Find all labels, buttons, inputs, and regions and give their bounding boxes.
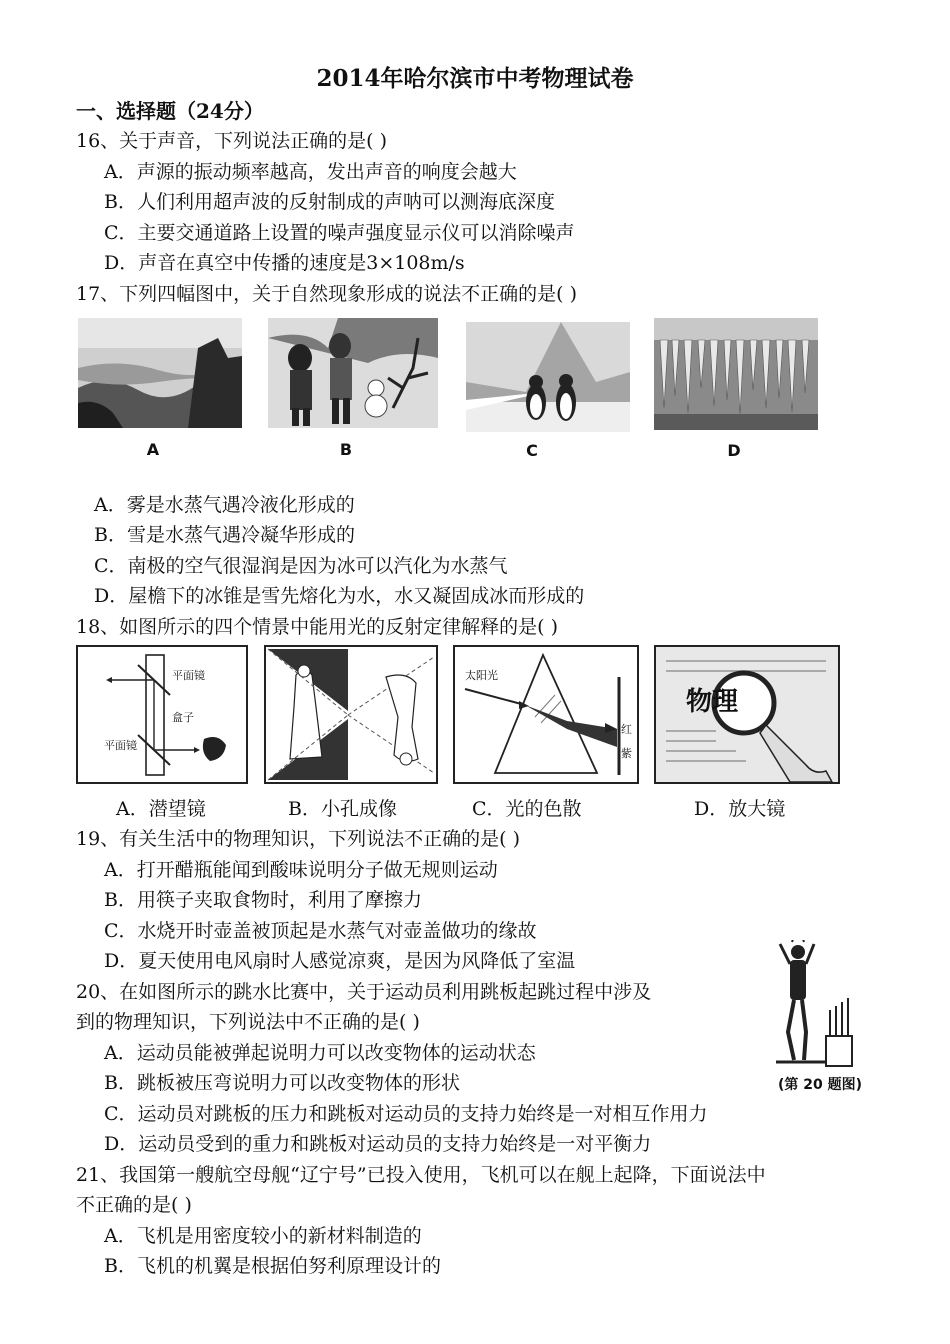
q18-label-sunlight: 太阳光 <box>465 669 498 682</box>
q17-option-b: B．雪是水蒸气遇冷凝华形成的 <box>94 524 355 546</box>
q21-stem-line1: 21、我国第一艘航空母舰“辽宁号”已投入使用，飞机可以在舰上起降，下面说法中 <box>76 1164 766 1186</box>
q18-figure-magnifier <box>654 645 840 784</box>
q20-option-a: A．运动员能被弹起说明力可以改变物体的运动状态 <box>104 1042 536 1064</box>
q20-figure-caption: (第 20 题图) <box>778 1077 863 1093</box>
q16-stem: 16、关于声音，下列说法正确的是( ) <box>76 130 388 152</box>
q18-label-violet: 紫 <box>621 747 632 760</box>
q18-caption-b: B．小孔成像 <box>288 798 397 820</box>
q17-caption-c: C <box>526 441 538 460</box>
q21-option-a: A．飞机是用密度较小的新材料制造的 <box>104 1225 422 1247</box>
q18-figure-pinhole <box>264 645 438 784</box>
q21-stem-line2: 不正确的是( ) <box>76 1194 192 1216</box>
q17-caption-d: D <box>727 441 741 460</box>
q17-photo-d-icicles <box>654 318 818 430</box>
q17-option-a: A．雾是水蒸气遇冷液化形成的 <box>94 494 355 516</box>
q16-option-a: A．声源的振动频率越高，发出声音的响度会越大 <box>104 161 517 183</box>
q18-figure-dispersion <box>453 645 639 784</box>
q19-option-d: D．夏天使用电风扇时人感觉凉爽，是因为风降低了室温 <box>104 950 576 972</box>
q18-label-bottom-mirror: 平面镜 <box>104 739 137 752</box>
q20-option-d: D．运动员受到的重力和跳板对运动员的支持力始终是一对平衡力 <box>104 1133 652 1155</box>
q18-caption-a: A．潜望镜 <box>116 798 206 820</box>
q20-stem-line2: 到的物理知识，下列说法中不正确的是( ) <box>76 1011 420 1033</box>
q17-caption-b: B <box>339 440 353 459</box>
q17-photo-a-fog <box>78 318 242 428</box>
q17-option-c: C．南极的空气很湿润是因为冰可以汽化为水蒸气 <box>94 555 508 577</box>
q17-photo-c-penguins <box>466 322 630 432</box>
q16-option-c: C．主要交通道路上设置的噪声强度显示仪可以消除噪声 <box>104 222 575 244</box>
q19-option-a: A．打开醋瓶能闻到酸味说明分子做无规则运动 <box>104 859 498 881</box>
page-title: 2014年哈尔滨市中考物理试卷 <box>316 65 634 92</box>
q19-option-b: B．用筷子夹取食物时，利用了摩擦力 <box>104 889 422 911</box>
q18-caption-d: D．放大镜 <box>694 798 786 820</box>
q16-option-d: D．声音在真空中传播的速度是3×108m/s <box>104 252 465 274</box>
q18-magnified-text: 物理 <box>686 687 739 717</box>
q20-option-c: C．运动员对跳板的压力和跳板对运动员的支持力始终是一对相互作用力 <box>104 1103 708 1125</box>
q17-caption-a: A <box>146 440 160 459</box>
q17-photo-b-snow <box>268 318 438 428</box>
q17-stem: 17、下列四幅图中，关于自然现象形成的说法不正确的是( ) <box>76 283 578 305</box>
q20-option-b: B．跳板被压弯说明力可以改变物体的形状 <box>104 1072 460 1094</box>
q18-label-box: 盒子 <box>172 711 194 724</box>
q20-diving-figure <box>770 940 870 1075</box>
q16-option-b: B．人们利用超声波的反射制成的声呐可以测海底深度 <box>104 191 555 213</box>
q18-label-red: 红 <box>621 723 632 736</box>
q18-figure-periscope <box>76 645 248 784</box>
q18-stem: 18、如图所示的四个情景中能用光的反射定律解释的是( ) <box>76 616 559 638</box>
q18-caption-c: C．光的色散 <box>472 798 582 820</box>
q19-option-c: C．水烧开时壶盖被顶起是水蒸气对壶盖做功的缘故 <box>104 920 537 942</box>
q17-option-d: D．屋檐下的冰锥是雪先熔化为水，水又凝固成冰而形成的 <box>94 585 585 607</box>
q20-stem-line1: 20、在如图所示的跳水比赛中，关于运动员利用跳板起跳过程中涉及 <box>76 981 652 1003</box>
q21-option-b: B．飞机的机翼是根据伯努利原理设计的 <box>104 1255 441 1277</box>
q19-stem: 19、有关生活中的物理知识，下列说法不正确的是( ) <box>76 828 521 850</box>
section-heading: 一、选择题（24分） <box>76 99 264 123</box>
q18-label-top-mirror: 平面镜 <box>172 669 205 682</box>
